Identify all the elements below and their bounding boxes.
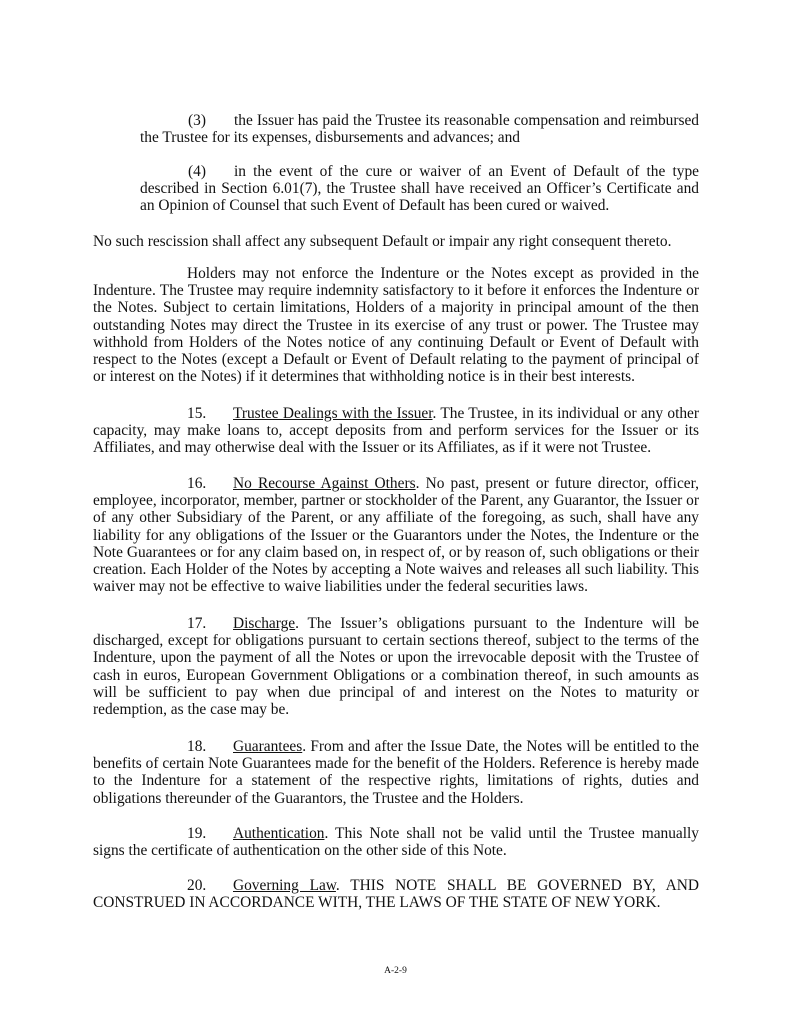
section-18: 18. Guarantees. From and after the Issue Date, the Notes will be entitled to the benefits of certain Note Guarantees made for the benefit of the Holders. Reference is hereby made to the Indenture for a statement of the respective rights, limitations of rights, duties and obligations thereunder of the Guarantors, the Trustee and the Holders. <box>93 738 699 807</box>
section-15: 15. Trustee Dealings with the Issuer. The Trustee, in its individual or any other capacity, may make loans to, accept deposits from and perform services for the Issuer or its Affiliates, and may otherwise deal with the Issuer or its Affiliates, as if it were not Trustee. <box>93 405 699 457</box>
section-16-text: No past, present or future director, officer, employee, incorporator, member, partner or stockholder of the Parent, any Guarantor, the Issuer or of any other Subsidiary of the Parent, or any affiliate of the foregoing, as such, shall have any liability for any obligations of the Issuer or the Guarantors under the Notes, the Indenture or the Note Guarantees or for any claim based on, in respect of, or by reason of, such obligations or their creation. Each Holder of the Notes by accepting a Note waives and releases all such liability. This waiver may not be effective to waive liabilities under the federal securities laws. <box>93 475 699 596</box>
section-18-number: 18. <box>187 738 207 755</box>
section-16: 16. No Recourse Against Others. No past, present or future director, officer, employee, incorporator, member, partner or stockholder of the Parent, any Guarantor, the Issuer or of any other Subsidiary of the Parent, or any affiliate of the foregoing, as such, shall have any liability for any obligations of the Issuer or the Guarantors under the Notes, the Indenture or the Note Guarantees or for any claim based on, in respect of, or by reason of, such obligations or their creation. Each Holder of the Notes by accepting a Note waives and releases all such liability. This waiver may not be effective to waive liabilities under the federal securities laws. <box>93 475 699 596</box>
section-18-heading: Guarantees <box>233 738 303 755</box>
section-19: 19. Authentication. This Note shall not be valid until the Trustee manually signs the certificate of authentication on the other side of this Note. <box>93 825 699 860</box>
section-20-number: 20. <box>187 877 207 894</box>
paragraph-4-text: in the event of the cure or waiver of an Event of Default of the type described in Section 6.01(7), the Trustee shall have received an Officer’s Certificate and an Opinion of Counsel that such Event of Default has been cured or waived. <box>140 163 699 215</box>
paragraph-3-text: the Issuer has paid the Trustee its reasonable compensation and reimbursed the Trustee for its expenses, disbursements and advances; and <box>140 112 699 147</box>
section-18-text: From and after the Issue Date, the Notes will be entitled to the benefits of certain Note Guarantees made for the benefit of the Holders. Reference is hereby made to the Indenture for a statement of the respective rights, limitations of rights, duties and obligations thereunder of the Guarantors, the Trustee and the Holders. <box>93 738 699 807</box>
paragraph-3 <box>140 112 699 146</box>
paragraph-3-number: (3) <box>188 112 206 129</box>
section-20-heading: Governing Law <box>233 877 336 894</box>
section-19-heading: Authentication <box>233 825 325 842</box>
section-16-number: 16. <box>187 475 207 492</box>
section-20: 20. Governing Law. THIS NOTE SHALL BE GOVERNED BY, AND CONSTRUED IN ACCORDANCE WITH, THE LAWS OF THE STATE OF NEW YORK. <box>93 877 699 912</box>
holders-paragraph <box>93 265 699 385</box>
paragraph-4 <box>140 163 699 215</box>
section-19-text: This Note shall not be valid until the Trustee manually signs the certificate of authentication on the other side of this Note. <box>93 825 699 860</box>
section-17-number: 17. <box>187 615 207 632</box>
holders-text: Holders may not enforce the Indenture or the Notes except as provided in the Indenture. The Trustee may require indemnity satisfactory to it before it enforces the Indenture or the Notes. Subject to certain limitations, Holders of a majority in principal amount of the then outstanding Notes may direct the Trustee in its exercise of any trust or power. The Trustee may withhold from Holders of the Notes notice of any continuing Default or Event of Default with respect to the Notes (except a Default or Event of Default relating to the payment of principal of or interest on the Notes) if it determines that withholding notice is in their best interests. <box>93 265 699 386</box>
section-16-heading: No Recourse Against Others <box>233 475 416 492</box>
section-15-heading: Trustee Dealings with the Issuer <box>233 405 433 422</box>
rescission-text: No such rescission shall affect any subsequent Default or impair any right consequent thereto. <box>93 233 672 250</box>
section-17-text: The Issuer’s obligations pursuant to the Indenture will be discharged, except for obligations pursuant to certain sections thereof, subject to the terms of the Indenture, upon the payment of all the Notes or upon the irrevocable deposit with the Trustee of cash in euros, European Government Obligations or a combination thereof, in such amounts as will be sufficient to pay when due principal of and interest on the Notes to maturity or redemption, as the case may be. <box>93 615 700 719</box>
page-number: A-2-9 <box>384 966 407 976</box>
section-17-heading: Discharge <box>233 615 296 632</box>
section-20-text: THIS NOTE SHALL BE GOVERNED BY, AND CONSTRUED IN ACCORDANCE WITH, THE LAWS OF THE STATE OF NEW YORK. <box>93 877 699 912</box>
section-15-text: The Trustee, in its individual or any other capacity, may make loans to, accept deposits from and perform services for the Issuer or its Affiliates, and may otherwise deal with the Issuer or its Affiliates, as if it were not Trustee. <box>93 405 699 457</box>
paragraph-4-number: (4) <box>188 163 206 180</box>
section-17: 17. Discharge. The Issuer’s obligations pursuant to the Indenture will be discharged, except for obligations pursuant to certain sections thereof, subject to the terms of the Indenture, upon the payment of all the Notes or upon the irrevocable deposit with the Trustee of cash in euros, European Government Obligations or a combination thereof, in such amounts as will be sufficient to pay when due principal of and interest on the Notes to maturity or redemption, as the case may be. <box>93 615 700 719</box>
section-15-number: 15. <box>187 405 207 422</box>
rescission-paragraph <box>93 233 699 250</box>
section-19-number: 19. <box>187 825 207 842</box>
